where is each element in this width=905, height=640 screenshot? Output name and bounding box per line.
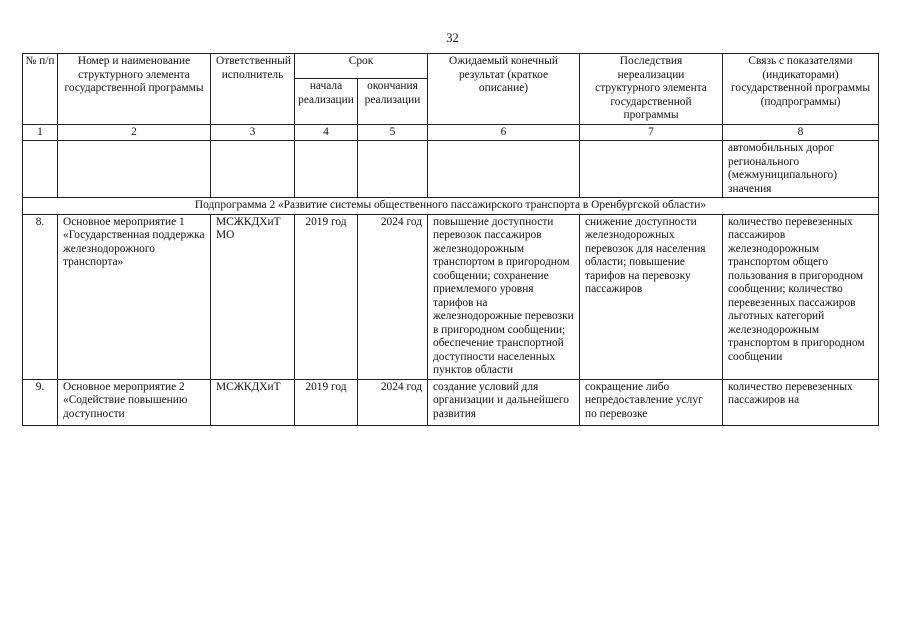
table-row [23,379,879,425]
column-number: 7 [580,124,723,141]
row-num: 9. [23,379,58,425]
header-row [23,54,879,79]
continuation-row [23,141,879,198]
subprogram-row [23,198,879,215]
row-result: создание условий для организации и дальнейшего развития [428,379,580,425]
header-consequence: Последствия нереализации структурного элемента государственной программы [580,54,723,125]
program-table [22,53,879,426]
subprogram-title: Подпрограмма 2 «Развитие системы общественного пассажирского транспорта в Оренбургской области» [23,198,879,215]
row-indicator: количество перевезенных пассажиров на [723,379,879,425]
table-row [23,214,879,379]
column-number: 5 [358,124,428,141]
row-element-name: Основное мероприятие 2 «Содействие повышению доступности [58,379,211,425]
row-executor: МСЖКДХиТ [211,379,295,425]
header-num: № п/п [23,54,58,125]
column-number-row [23,124,879,141]
row-consequence: снижение доступности железнодорожных перевозок для населения области; повышение тарифов на перевозку пассажиров [580,214,723,379]
row-element-name: Основное мероприятие 1 «Государственная поддержка железнодорожного транспорта» [58,214,211,379]
continuation-indicator: автомобильных дорог регионального (межмуниципального) значения [723,141,879,198]
column-number: 8 [723,124,879,141]
header-element-name: Номер и наименование структурного элемента государственной программы [58,54,211,125]
row-start: 2019 год [295,379,358,425]
row-end: 2024 год [358,379,428,425]
column-number: 4 [295,124,358,141]
header-end: окончания реализации [358,79,428,124]
row-start: 2019 год [295,214,358,379]
header-start: начала реализации [295,79,358,124]
row-consequence: сокращение либо непредоставление услуг по перевозке [580,379,723,425]
header-term: Срок [295,54,428,79]
row-indicator: количество перевезенных пассажиров железнодорожным транспортом общего пользования в пригородном сообщении; количество перевезенных пассажиров льготных категорий железнодорожным транспортом в пригородном сообщении [723,214,879,379]
column-number: 6 [428,124,580,141]
header-result: Ожидаемый конечный результат (краткое описание) [428,54,580,125]
row-result: повышение доступности перевозок пассажиров железнодорожным транспортом в пригородном сообщении; сохранение приемлемого уровня тарифов на железнодорожные перевозки в пригородном сообщении; обеспечение транспортной доступности населенных пунктов области [428,214,580,379]
column-number: 2 [58,124,211,141]
column-number: 1 [23,124,58,141]
row-num: 8. [23,214,58,379]
header-indicator: Связь с показателями (индикаторами) государственной программы (подпрограммы) [723,54,879,125]
page-number: 32 [446,31,459,45]
row-executor: МСЖКДХиТ МО [211,214,295,379]
column-number: 3 [211,124,295,141]
row-end: 2024 год [358,214,428,379]
header-executor: Ответственный исполнитель [211,54,295,125]
